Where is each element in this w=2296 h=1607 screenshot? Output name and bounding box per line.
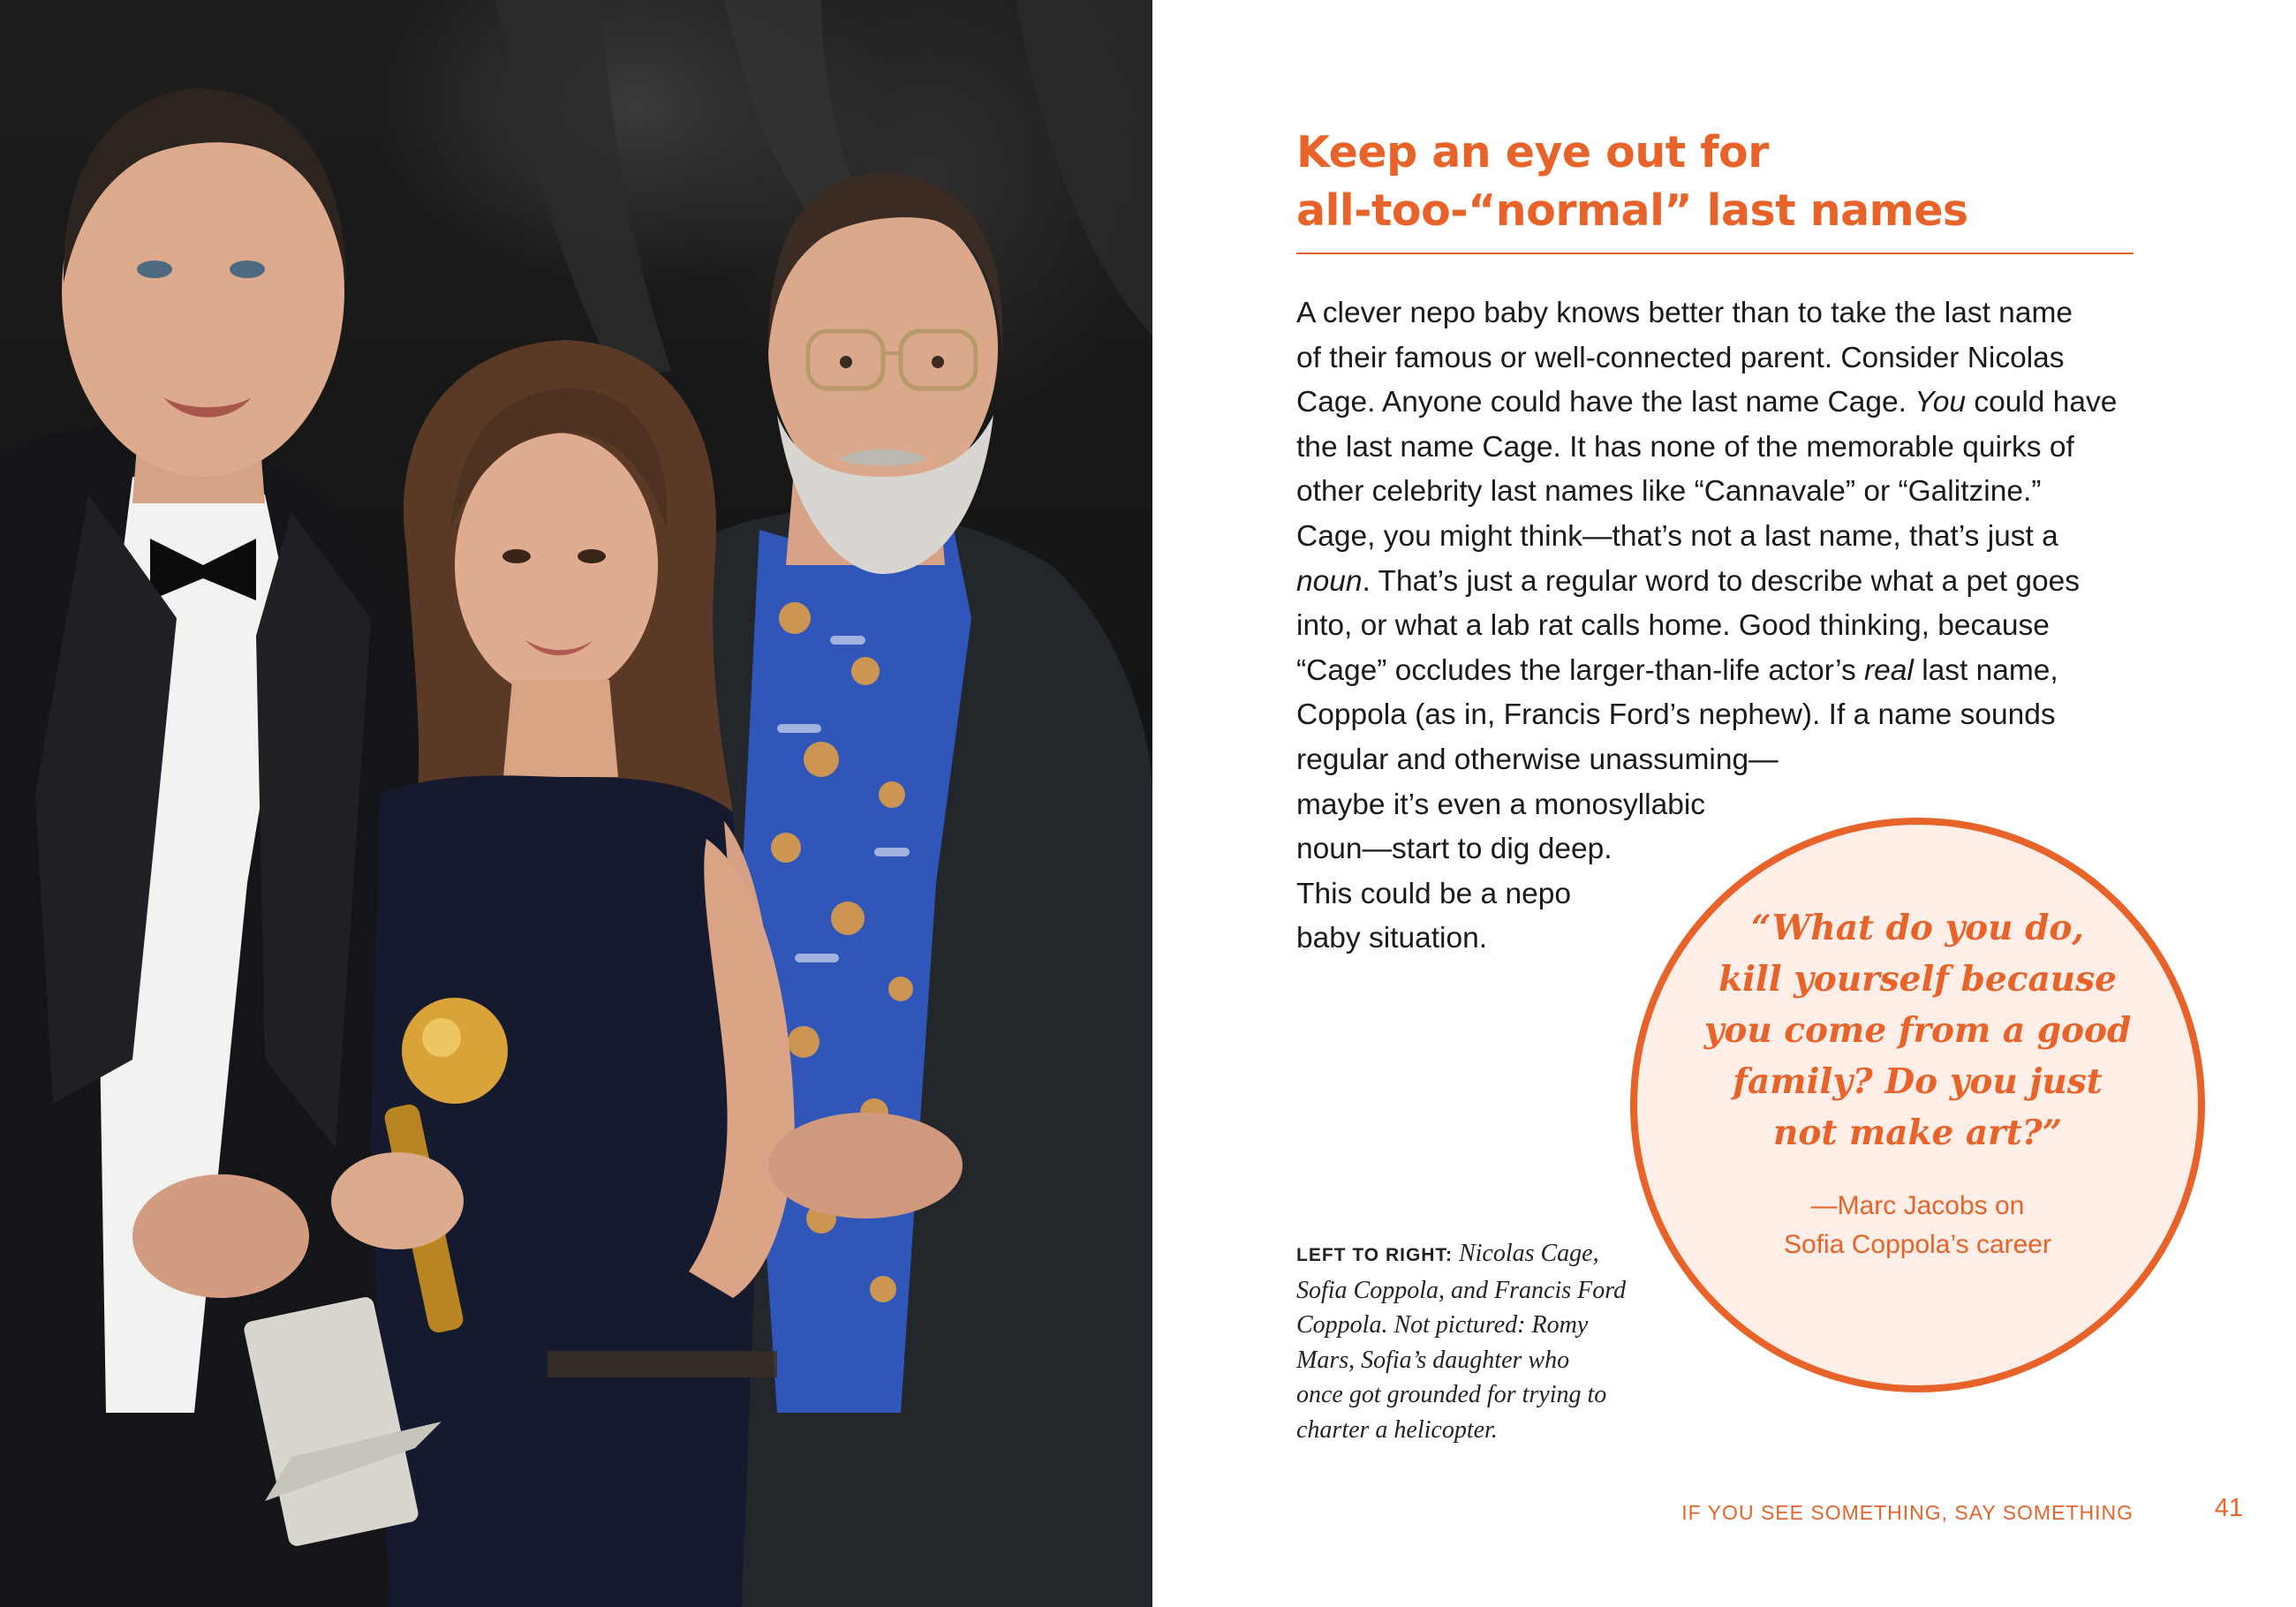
- body-line: [1296, 649, 2144, 694]
- body-text-span: This could be a nepo: [1296, 877, 1572, 910]
- body-text-span: the last name Cage. It has none of the memorable quirks of: [1296, 430, 2074, 464]
- body-text-span: could have: [1966, 386, 2118, 419]
- heading-line-1: Keep an eye out for: [1296, 127, 1769, 177]
- body-line: [1296, 336, 2144, 381]
- body-line: [1296, 470, 2144, 515]
- quote-line: you come from a good: [1703, 1010, 2132, 1051]
- body-text-span: regular and otherwise unassuming—: [1296, 743, 1779, 776]
- body-line: [1296, 693, 2144, 738]
- caption-line: Coppola. Not pictured: Romy: [1296, 1311, 1589, 1339]
- body-text-span: baby situation.: [1296, 922, 1488, 955]
- body-text-span: of their famous or well-connected parent. Consider Nicolas: [1296, 341, 2065, 374]
- caption-text: Nicolas Cage,: [1458, 1240, 1599, 1267]
- pullquote-text: [1630, 902, 2205, 1158]
- body-line: [1296, 515, 2144, 560]
- quote-line: “What do you do,: [1751, 908, 2084, 948]
- body-line: [1296, 291, 2144, 336]
- heading-line-2: all-too-“normal” last names: [1296, 185, 1968, 236]
- quote-line: kill yourself because: [1718, 959, 2117, 1000]
- body-line: [1296, 426, 2144, 471]
- body-line: [1296, 738, 2144, 783]
- caption-line: once got grounded for trying to: [1296, 1381, 1607, 1409]
- body-text-span: last name,: [1913, 653, 2058, 687]
- body-emphasis: real: [1864, 653, 1914, 687]
- body-emphasis: noun: [1296, 564, 1363, 598]
- body-text-span: Coppola (as in, Francis Ford’s nephew). If a name sounds: [1296, 698, 2056, 732]
- body-text-span: A clever nepo baby knows better than to take the last name: [1296, 297, 2073, 329]
- body-line: [1296, 381, 2144, 426]
- running-head: IF YOU SEE SOMETHING, SAY SOMETHING: [1681, 1501, 2134, 1524]
- body-text-span: . That’s just a regular word to describe what a pet goes: [1362, 564, 2081, 598]
- body-line: [1296, 783, 2144, 828]
- caption-line: [1296, 1236, 1667, 1273]
- caption-line: Sofia Coppola, and Francis Ford: [1296, 1276, 1627, 1304]
- attribution-line: Sofia Coppola’s career: [1784, 1230, 2051, 1259]
- body-text-span: maybe it’s even a monosyllabic: [1296, 788, 1706, 821]
- body-line: [1296, 604, 2144, 649]
- body-emphasis: You: [1915, 386, 1967, 419]
- photo-caption: [1296, 1236, 1667, 1448]
- attribution-line: —Marc Jacobs on: [1810, 1191, 2025, 1220]
- quote-line: family? Do you just: [1733, 1061, 2103, 1102]
- body-line: [1296, 560, 2144, 605]
- caption-line: charter a helicopter.: [1296, 1415, 1498, 1444]
- caption-line: Mars, Sofia’s daughter who: [1296, 1346, 1570, 1374]
- page-number: 41: [2214, 1494, 2243, 1522]
- caption-label: LEFT TO RIGHT:: [1296, 1245, 1453, 1265]
- body-text-span: noun—start to dig deep.: [1296, 833, 1612, 866]
- quote-line: not make art?”: [1772, 1113, 2063, 1153]
- heading-rule: [1296, 253, 2134, 254]
- body-text-span: Cage, you might think—that’s not a last name, that’s just a: [1296, 519, 2058, 553]
- body-text-span: into, or what a lab rat calls home. Good thinking, because: [1296, 609, 2050, 643]
- body-text-span: other celebrity last names like “Cannavale” or “Galitzine.”: [1296, 475, 2042, 509]
- body-text-span: “Cage” occludes the larger-than-life actor’s: [1296, 653, 1865, 687]
- section-heading: [1296, 124, 2144, 240]
- body-text-span: Cage. Anyone could have the last name Cage.: [1296, 386, 1915, 419]
- pullquote-attribution: [1630, 1187, 2205, 1264]
